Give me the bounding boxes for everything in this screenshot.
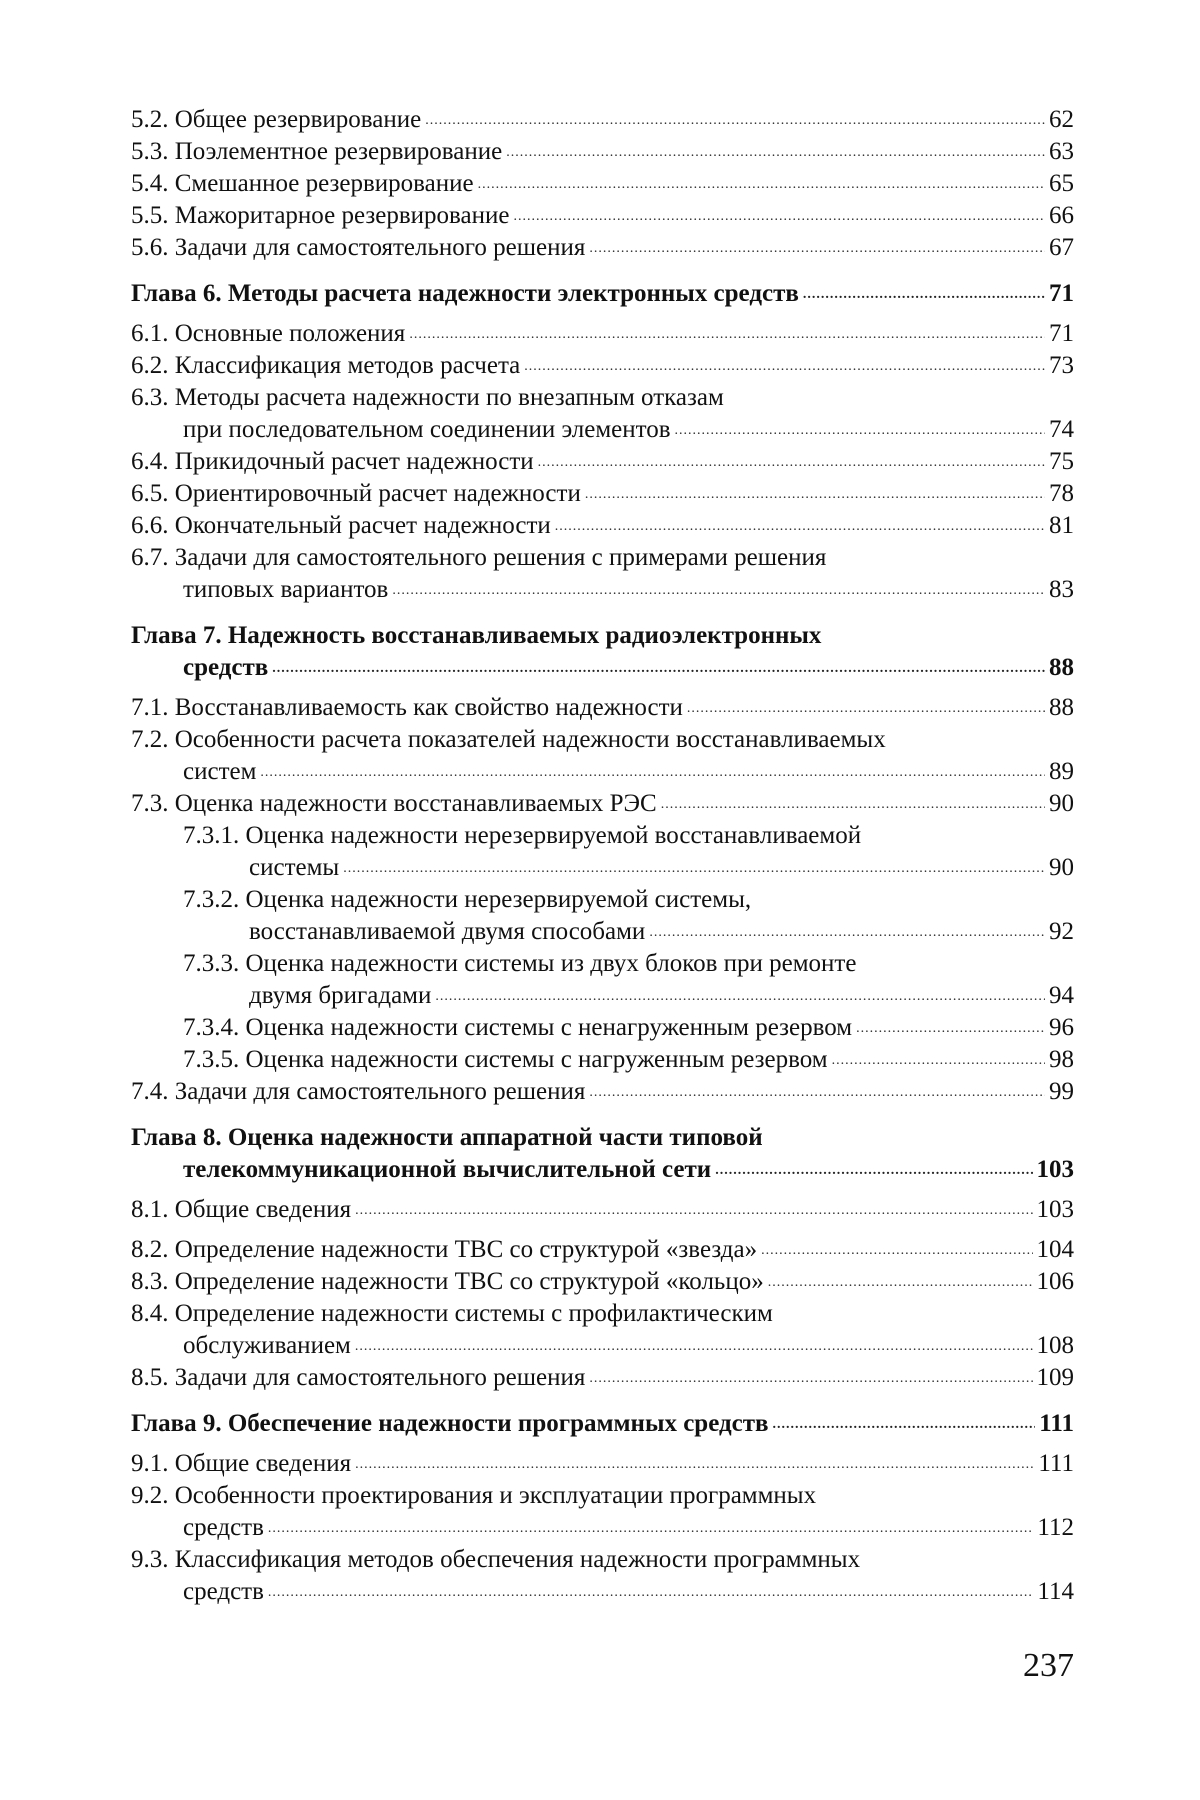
toc-entry-title-line2: средств bbox=[183, 1514, 264, 1541]
leader-dots bbox=[715, 1164, 1032, 1178]
toc-subentry-title: 7.3.4. Оценка надежности системы с ненагруженным резервом bbox=[183, 1014, 853, 1041]
toc-entry-title: 6.6. Окончательный расчет надежности bbox=[131, 512, 551, 539]
toc-entry-page: 106 bbox=[1036, 1268, 1074, 1295]
toc-chapter-title: Глава 9. Обеспечение надежности программных средств bbox=[131, 1410, 769, 1437]
leader-dots bbox=[832, 1054, 1045, 1068]
toc-entry-title: 5.4. Смешанное резервирование bbox=[131, 170, 474, 197]
toc-entry bbox=[131, 136, 1074, 168]
toc-entry bbox=[131, 446, 1074, 478]
toc-entry-title: 6.5. Ориентировочный расчет надежности bbox=[131, 480, 581, 507]
toc-entry-title: 6.4. Прикидочный расчет надежности bbox=[131, 448, 534, 475]
toc-entry-title-line1: 9.2. Особенности проектирования и эксплуатации программных bbox=[131, 1482, 817, 1509]
toc-entry-title-line2: средств bbox=[183, 1578, 264, 1605]
leader-dots bbox=[555, 520, 1045, 534]
toc-entry-page: 90 bbox=[1049, 790, 1074, 817]
leader-dots bbox=[435, 990, 1045, 1004]
toc-entry-title-line1: 8.4. Определение надежности системы с профилактическим bbox=[131, 1300, 773, 1327]
toc-entry-page: 88 bbox=[1049, 694, 1074, 721]
toc-entry bbox=[131, 1076, 1074, 1108]
toc-entry-title: 6.1. Основные положения bbox=[131, 320, 406, 347]
toc-entry bbox=[131, 1512, 1074, 1544]
leader-dots bbox=[803, 288, 1045, 302]
toc-subentry-title-line2: двумя бригадами bbox=[249, 982, 432, 1009]
leader-dots bbox=[589, 242, 1045, 256]
toc-entry-page: 103 bbox=[1036, 1196, 1074, 1223]
leader-dots bbox=[524, 360, 1045, 374]
toc-entry bbox=[131, 788, 1074, 820]
toc-entry-page: 104 bbox=[1036, 1236, 1074, 1263]
toc-entry-title: 8.3. Определение надежности ТВС со структурой «кольцо» bbox=[131, 1268, 764, 1295]
toc-subentry-title-line1: 7.3.1. Оценка надежности нерезервируемой восстанавливаемой bbox=[183, 822, 862, 849]
toc-entry-page: 71 bbox=[1049, 320, 1074, 347]
toc-chapter-title-line1: Глава 7. Надежность восстанавливаемых радиоэлектронных bbox=[131, 622, 822, 649]
toc-entry-page: 62 bbox=[1049, 106, 1074, 133]
leader-dots bbox=[687, 702, 1045, 716]
toc-subentry bbox=[131, 916, 1074, 948]
toc-entry-title: 7.3. Оценка надежности восстанавливаемых РЭС bbox=[131, 790, 657, 817]
toc-entry-title: 5.5. Мажоритарное резервирование bbox=[131, 202, 510, 229]
toc-entry-page: 71 bbox=[1049, 280, 1074, 307]
toc-chapter-title-line1: Глава 8. Оценка надежности аппаратной части типовой bbox=[131, 1124, 763, 1151]
toc-subentry bbox=[131, 1012, 1074, 1044]
toc-entry bbox=[131, 510, 1074, 542]
toc-entry-page: 103 bbox=[1036, 1156, 1074, 1183]
leader-dots bbox=[506, 146, 1045, 160]
toc-chapter-title: Глава 6. Методы расчета надежности электронных средств bbox=[131, 280, 799, 307]
toc-entry-title: 8.1. Общие сведения bbox=[131, 1196, 352, 1223]
toc-entry-title-line2: при последовательном соединении элементов bbox=[183, 416, 671, 443]
toc-entry-title-line1: 7.2. Особенности расчета показателей надежности восстанавливаемых bbox=[131, 726, 886, 753]
page-number: 237 bbox=[1023, 1647, 1074, 1684]
toc-entry bbox=[131, 1448, 1074, 1480]
toc-subentry-title-line2: восстанавливаемой двумя способами bbox=[249, 918, 646, 945]
leader-dots bbox=[268, 1586, 1034, 1600]
leader-dots bbox=[355, 1458, 1034, 1472]
toc-subentry-title-line1: 7.3.2. Оценка надежности нерезервируемой системы, bbox=[183, 886, 752, 913]
leader-dots bbox=[343, 862, 1045, 876]
toc-chapter-title-line2: средств bbox=[183, 654, 269, 681]
toc-entry-page: 108 bbox=[1036, 1332, 1074, 1359]
toc-entry-page: 75 bbox=[1049, 448, 1074, 475]
toc-entry-page: 92 bbox=[1049, 918, 1074, 945]
table-of-contents bbox=[131, 104, 1074, 1608]
toc-entry bbox=[131, 200, 1074, 232]
leader-dots bbox=[478, 178, 1045, 192]
toc-entry bbox=[131, 1576, 1074, 1608]
toc-entry-page: 109 bbox=[1036, 1364, 1074, 1391]
leader-dots bbox=[392, 584, 1045, 598]
leader-dots bbox=[675, 424, 1045, 438]
toc-entry-page: 88 bbox=[1049, 654, 1074, 681]
leader-dots bbox=[409, 328, 1045, 342]
toc-chapter-entry bbox=[131, 278, 1074, 310]
toc-entry-page: 65 bbox=[1049, 170, 1074, 197]
leader-dots bbox=[268, 1522, 1034, 1536]
toc-entry-page: 90 bbox=[1049, 854, 1074, 881]
leader-dots bbox=[272, 662, 1045, 676]
toc-entry-page: 94 bbox=[1049, 982, 1074, 1009]
toc-entry-page: 73 bbox=[1049, 352, 1074, 379]
leader-dots bbox=[589, 1086, 1045, 1100]
toc-entry-page: 78 bbox=[1049, 480, 1074, 507]
toc-entry bbox=[131, 756, 1074, 788]
leader-dots bbox=[355, 1340, 1033, 1354]
toc-entry-page: 98 bbox=[1049, 1046, 1074, 1073]
leader-dots bbox=[768, 1276, 1033, 1290]
toc-subentry-title: 7.3.5. Оценка надежности системы с нагруженным резервом bbox=[183, 1046, 828, 1073]
toc-entry-title-line2: систем bbox=[183, 758, 257, 785]
toc-entry bbox=[131, 318, 1074, 350]
toc-entry-title-line2: типовых вариантов bbox=[183, 576, 389, 603]
leader-dots bbox=[649, 926, 1045, 940]
toc-entry bbox=[131, 168, 1074, 200]
leader-dots bbox=[773, 1418, 1036, 1432]
toc-entry-page: 67 bbox=[1049, 234, 1074, 261]
toc-chapter-entry bbox=[131, 1408, 1074, 1440]
toc-subentry bbox=[131, 980, 1074, 1012]
toc-subentry-title-line1: 7.3.3. Оценка надежности системы из двух блоков при ремонте bbox=[183, 950, 857, 977]
leader-dots bbox=[355, 1204, 1032, 1218]
leader-dots bbox=[513, 210, 1045, 224]
toc-entry-title: 7.4. Задачи для самостоятельного решения bbox=[131, 1078, 586, 1105]
toc-entry-title: 8.5. Задачи для самостоятельного решения bbox=[131, 1364, 586, 1391]
leader-dots bbox=[589, 1372, 1032, 1386]
leader-dots bbox=[761, 1244, 1032, 1258]
toc-entry-page: 111 bbox=[1039, 1410, 1074, 1437]
toc-entry bbox=[131, 104, 1074, 136]
toc-chapter-entry bbox=[131, 652, 1074, 684]
toc-entry-title: 6.2. Классификация методов расчета bbox=[131, 352, 521, 379]
toc-entry bbox=[131, 1362, 1074, 1394]
leader-dots bbox=[538, 456, 1045, 470]
toc-entry-title: 7.1. Восстанавливаемость как свойство надежности bbox=[131, 694, 683, 721]
toc-entry-page: 114 bbox=[1037, 1578, 1074, 1605]
toc-entry-page: 74 bbox=[1049, 416, 1074, 443]
toc-chapter-entry bbox=[131, 1154, 1074, 1186]
leader-dots bbox=[260, 766, 1045, 780]
leader-dots bbox=[425, 114, 1045, 128]
toc-entry-title-line1: 6.3. Методы расчета надежности по внезапным отказам bbox=[131, 384, 724, 411]
toc-entry-title-line1: 6.7. Задачи для самостоятельного решения с примерами решения bbox=[131, 544, 827, 571]
toc-chapter-title-line2: телекоммуникационной вычислительной сети bbox=[183, 1156, 712, 1183]
toc-entry bbox=[131, 350, 1074, 382]
toc-entry-title-line1: 9.3. Классификация методов обеспечения надежности программных bbox=[131, 1546, 861, 1573]
toc-subentry bbox=[131, 852, 1074, 884]
leader-dots bbox=[661, 798, 1045, 812]
toc-entry-page: 66 bbox=[1049, 202, 1074, 229]
toc-entry bbox=[131, 1330, 1074, 1362]
toc-entry bbox=[131, 414, 1074, 446]
toc-entry bbox=[131, 478, 1074, 510]
toc-entry bbox=[131, 692, 1074, 724]
toc-entry-title: 5.6. Задачи для самостоятельного решения bbox=[131, 234, 586, 261]
toc-entry-page: 112 bbox=[1037, 1514, 1074, 1541]
toc-entry bbox=[131, 1194, 1074, 1226]
toc-entry-page: 96 bbox=[1049, 1014, 1074, 1041]
toc-entry-title: 9.1. Общие сведения bbox=[131, 1450, 352, 1477]
toc-entry-page: 111 bbox=[1038, 1450, 1074, 1477]
toc-entry-title-line2: обслуживанием bbox=[183, 1332, 351, 1359]
toc-entry-page: 63 bbox=[1049, 138, 1074, 165]
toc-entry bbox=[131, 1266, 1074, 1298]
toc-entry bbox=[131, 232, 1074, 264]
toc-entry-title: 8.2. Определение надежности ТВС со структурой «звезда» bbox=[131, 1236, 758, 1263]
toc-entry-page: 81 bbox=[1049, 512, 1074, 539]
toc-entry bbox=[131, 574, 1074, 606]
toc-entry-title: 5.3. Поэлементное резервирование bbox=[131, 138, 503, 165]
leader-dots bbox=[585, 488, 1045, 502]
toc-entry-title: 5.2. Общее резервирование bbox=[131, 106, 422, 133]
toc-subentry-title-line2: системы bbox=[249, 854, 340, 881]
toc-entry-page: 89 bbox=[1049, 758, 1074, 785]
toc-entry-page: 83 bbox=[1049, 576, 1074, 603]
toc-entry bbox=[131, 1234, 1074, 1266]
leader-dots bbox=[856, 1022, 1045, 1036]
toc-entry-page: 99 bbox=[1049, 1078, 1074, 1105]
toc-subentry bbox=[131, 1044, 1074, 1076]
